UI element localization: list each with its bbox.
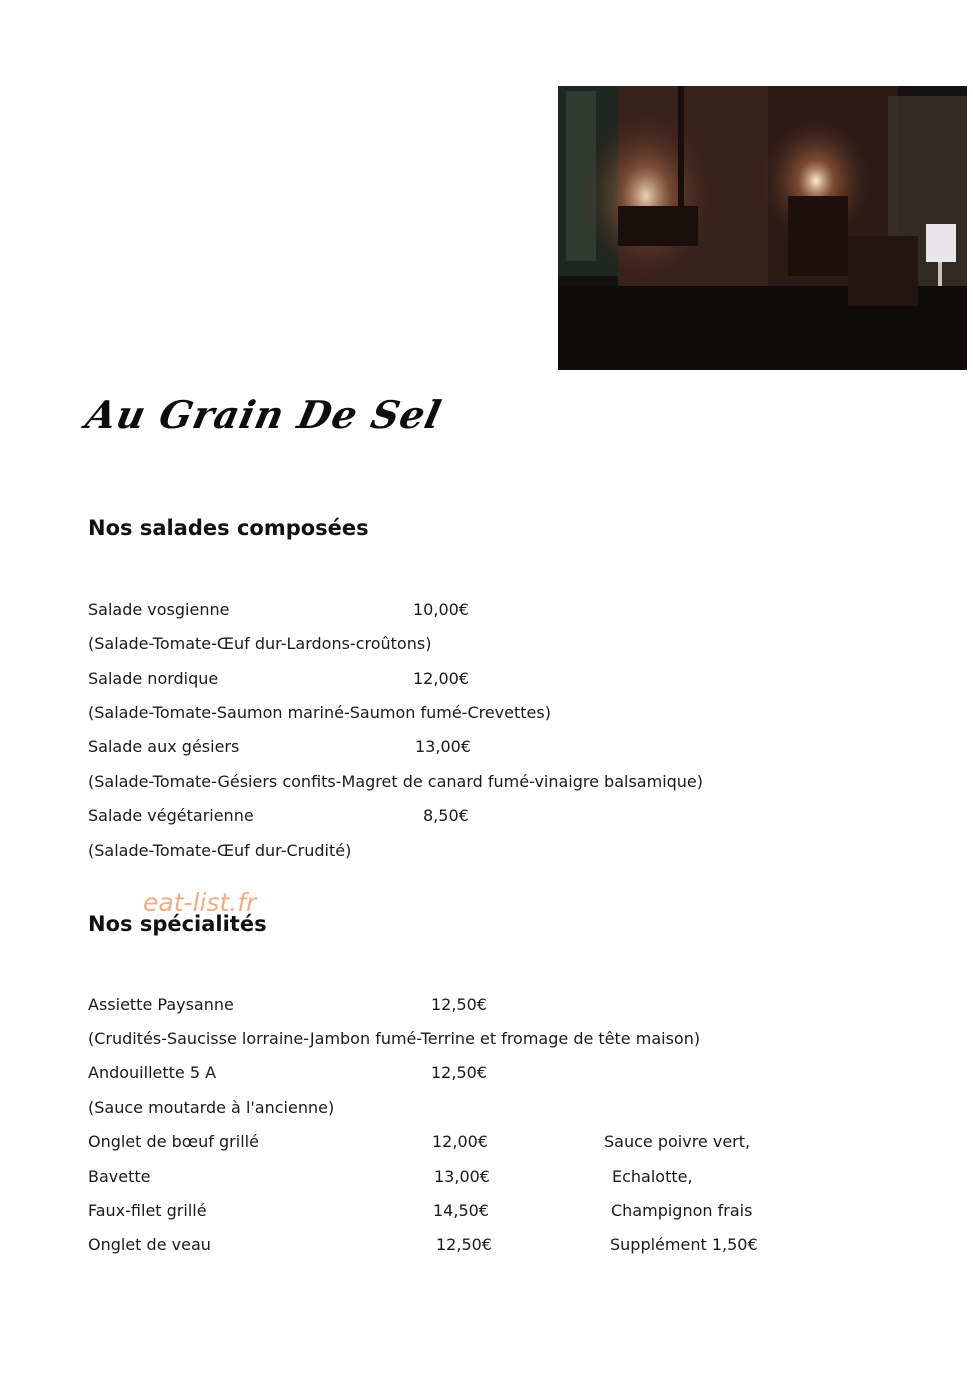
- menu-item-price: 12,50€: [436, 1235, 492, 1254]
- menu-item-description: (Salade-Tomate-Gésiers confits-Magret de canard fumé-vinaigre balsamique): [88, 772, 704, 791]
- sauce-note: Champignon frais: [611, 1201, 753, 1220]
- menu-item-price: 14,50€: [433, 1201, 489, 1220]
- menu-item-description: (Salade-Tomate-Saumon mariné-Saumon fumé-Crevettes): [88, 703, 551, 722]
- menu-item-description: (Salade-Tomate-Œuf dur-Crudité): [88, 841, 352, 860]
- menu-item-price: 12,00€: [432, 1132, 488, 1151]
- menu-item-name: Salade vosgienne: [88, 600, 230, 619]
- menu-item-name: Onglet de bœuf grillé: [88, 1132, 259, 1151]
- menu-item-price: 8,50€: [423, 806, 469, 825]
- menu-item-price: 13,00€: [434, 1167, 490, 1186]
- menu-item-name: Andouillette 5 A: [88, 1063, 217, 1082]
- restaurant-name: Au Grain De Sel: [82, 392, 446, 437]
- menu-item-name: Faux-filet grillé: [88, 1201, 207, 1220]
- menu-item-name: Onglet de veau: [88, 1235, 211, 1254]
- section-heading-specialties: Nos spécialités: [88, 912, 267, 936]
- menu-item-price: 12,50€: [431, 995, 487, 1014]
- supplement-note: Supplément 1,50€: [610, 1235, 758, 1254]
- menu-item-description: (Crudités-Saucisse lorraine-Jambon fumé-Terrine et fromage de tête maison): [88, 1029, 701, 1048]
- menu-item-price: 13,00€: [415, 737, 471, 756]
- section-heading-salads: Nos salades composées: [88, 516, 369, 540]
- menu-item-price: 10,00€: [413, 600, 469, 619]
- watermark: eat-list.fr: [143, 888, 257, 917]
- menu-item-price: 12,50€: [431, 1063, 487, 1082]
- menu-item-price: 12,00€: [413, 669, 469, 688]
- menu-item-description: (Sauce moutarde à l'ancienne): [88, 1098, 335, 1117]
- menu-item-name: Salade aux gésiers: [88, 737, 240, 756]
- menu-item-name: Assiette Paysanne: [88, 995, 234, 1014]
- sauce-note: Sauce poivre vert,: [604, 1132, 751, 1151]
- restaurant-interior-photo: [558, 86, 967, 370]
- sauce-note: Echalotte,: [612, 1167, 693, 1186]
- menu-item-name: Salade nordique: [88, 669, 219, 688]
- menu-item-name: Bavette: [88, 1167, 151, 1186]
- menu-item-name: Salade végétarienne: [88, 806, 254, 825]
- menu-item-description: (Salade-Tomate-Œuf dur-Lardons-croûtons): [88, 634, 432, 653]
